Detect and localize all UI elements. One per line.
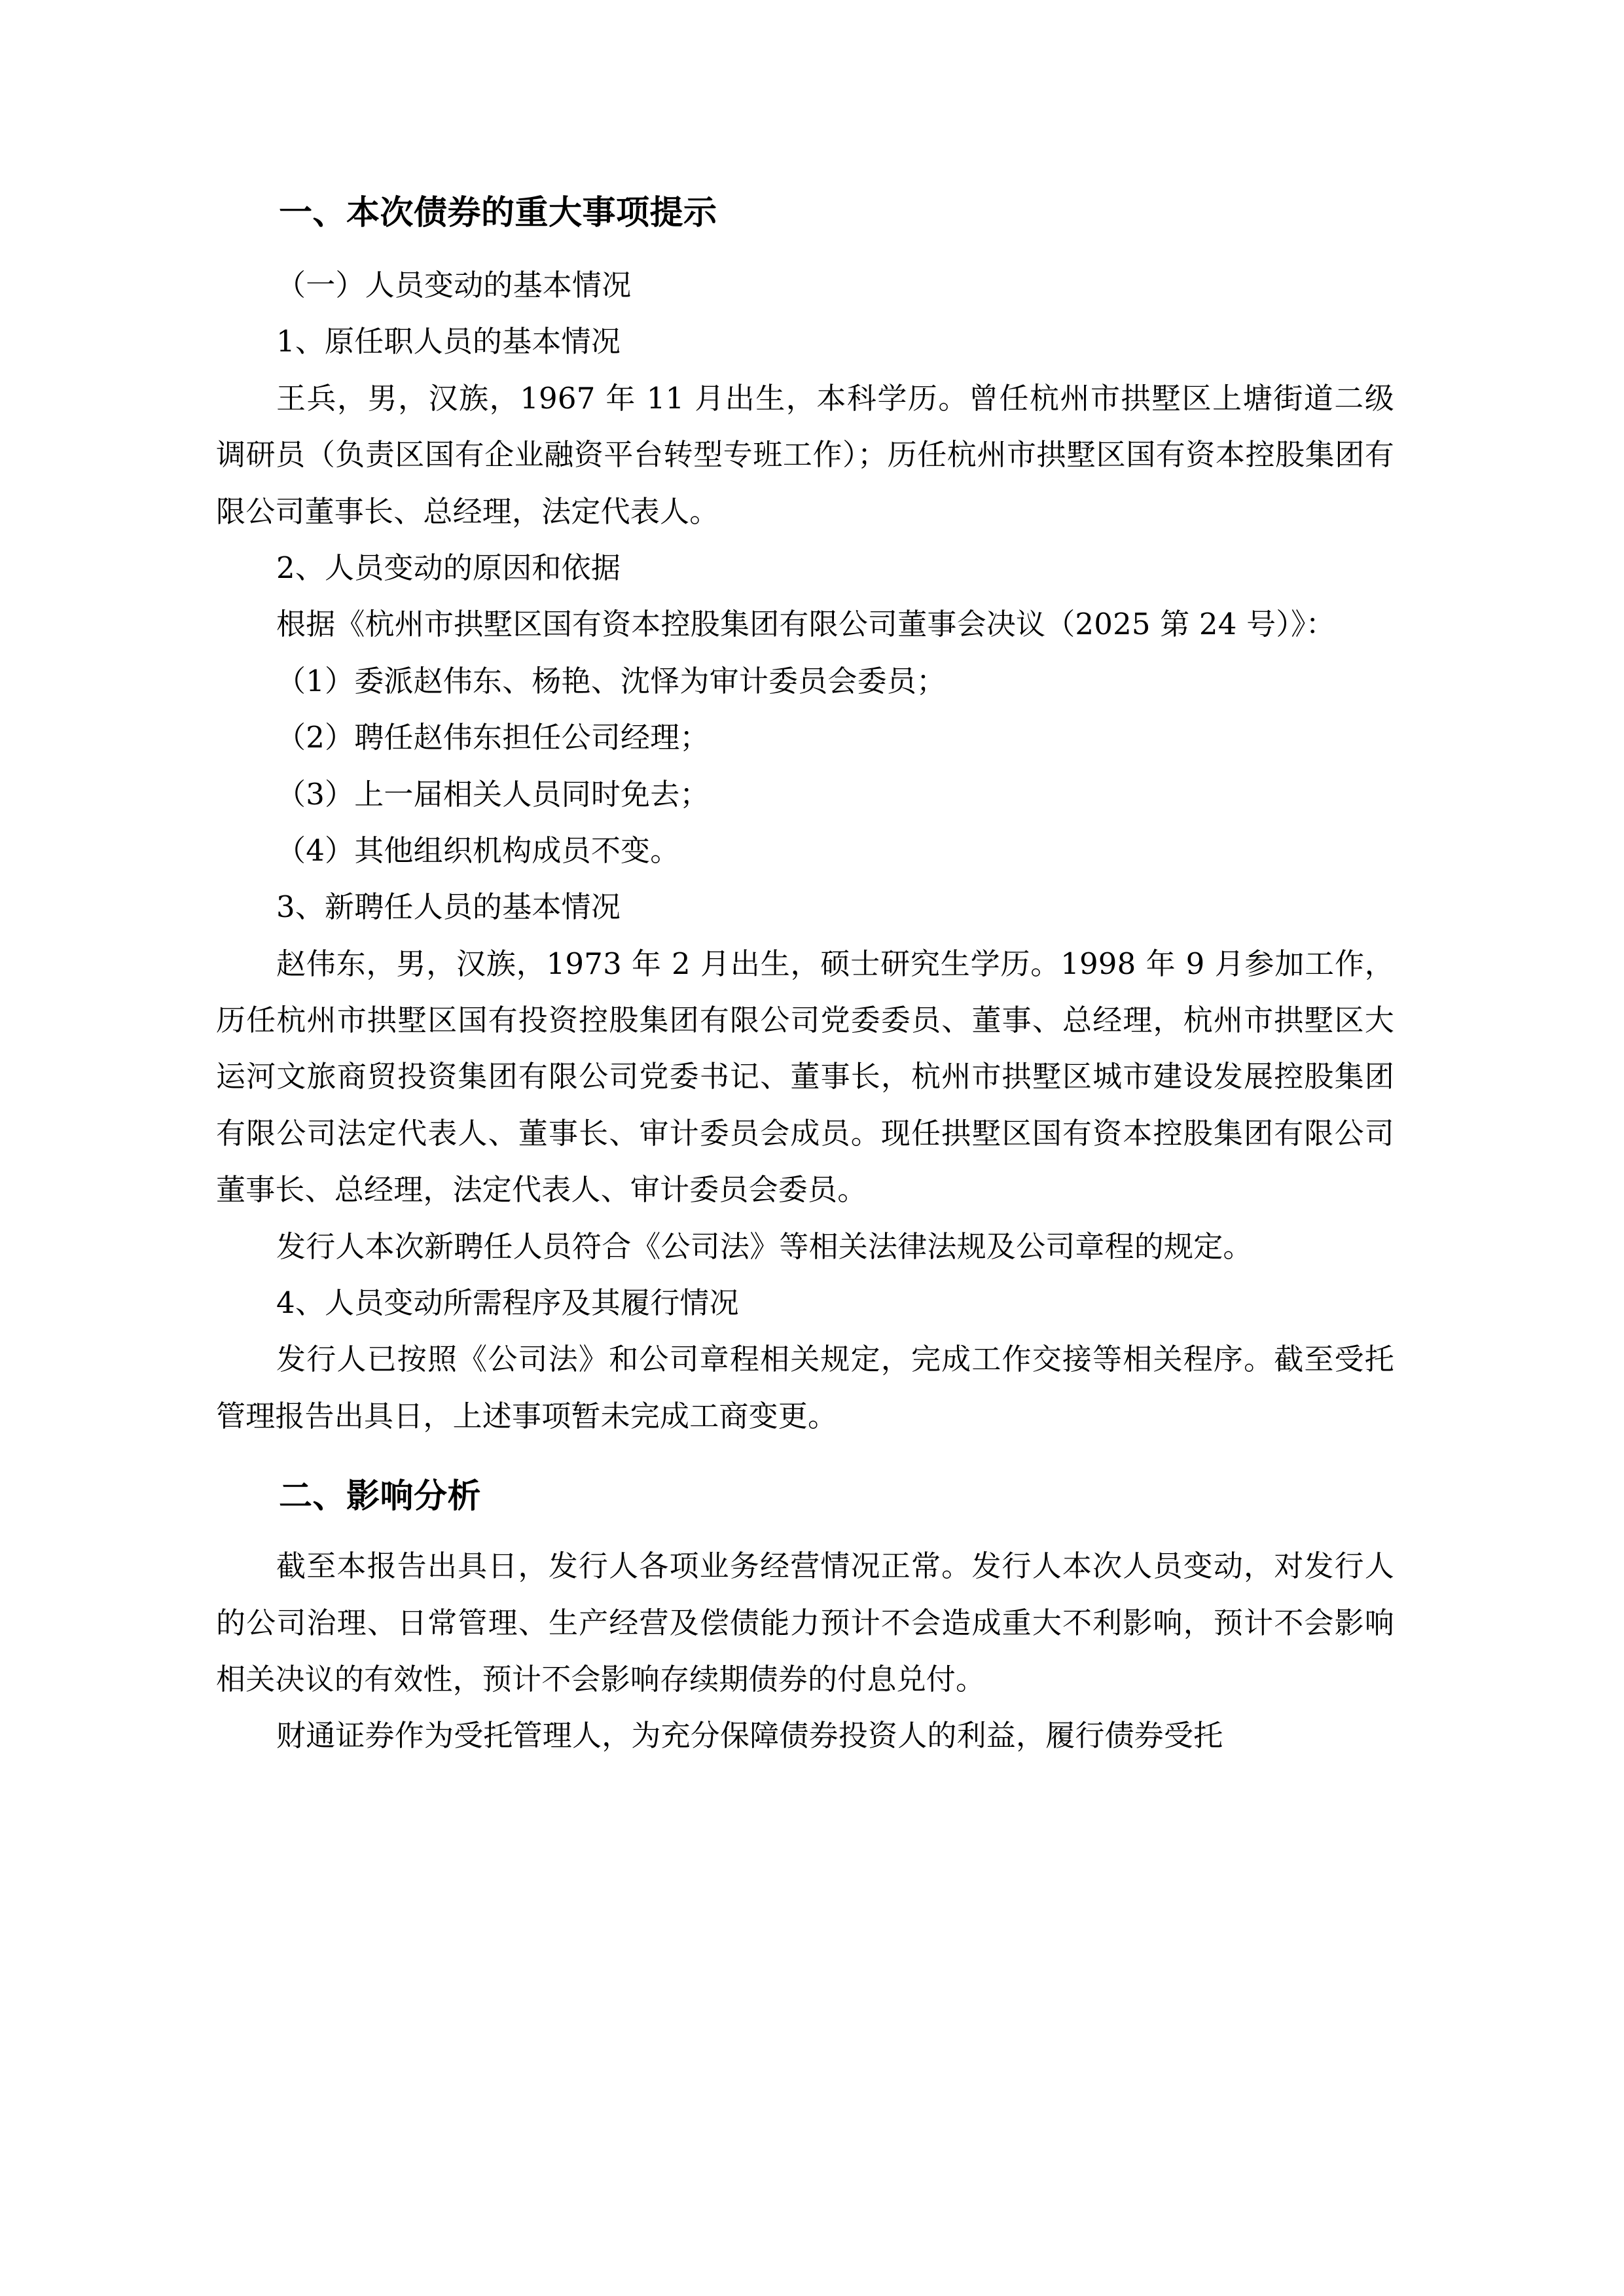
item-1-heading: 1、原任职人员的基本情况 xyxy=(276,324,621,359)
item-2-list-entry: （2）聘任赵伟东担任公司经理； xyxy=(276,720,710,755)
item-4-paragraph: 发行人已按照《公司法》和公司章程相关规定，完成工作交接等相关程序。截至受托管理报告出具日，上述事项暂未完成工商变更。 xyxy=(216,1342,1394,1433)
item-2-list-entry: （4）其他组织机构成员不变。 xyxy=(276,833,680,868)
document-body xyxy=(216,193,1394,1765)
item-2-list-entry: （1）委派赵伟东、杨艳、沈怿为审计委员会委员； xyxy=(276,663,947,698)
section-2-heading: 二、影响分析 xyxy=(279,1477,482,1516)
subsection-a-heading: （一）人员变动的基本情况 xyxy=(276,268,632,302)
item-3-paragraph-1: 赵伟东，男，汉族，1973 年 2 月出生，硕士研究生学历。1998 年 9 月参加工作，历任杭州市拱墅区国有投资控股集团有限公司党委委员、董事、总经理，杭州市拱墅区大运河文旅商贸投资集团有限公司党委书记、董事长，杭州市拱墅区城市建设发展控股集团有限公司法定代表人、董事长、审计委员会成员。现任拱墅区国有资本控股集团有限公司董事长、总经理，法定代表人、审计委员会委员。 xyxy=(216,946,1394,1208)
item-2-paragraph: 根据《杭州市拱墅区国有资本控股集团有限公司董事会决议（2025 第 24 号）》： xyxy=(276,607,1335,642)
section-2-paragraph-1: 截至本报告出具日，发行人各项业务经营情况正常。发行人本次人员变动，对发行人的公司治理、日常管理、生产经营及偿债能力预计不会造成重大不利影响，预计不会影响相关决议的有效性，预计不会影响存续期债券的付息兑付。 xyxy=(216,1549,1394,1696)
item-3-heading: 3、新聘任人员的基本情况 xyxy=(276,889,621,925)
section-1-heading: 一、本次债券的重大事项提示 xyxy=(279,193,717,232)
item-1-paragraph: 王兵，男，汉族，1967 年 11 月出生，本科学历。曾任杭州市拱墅区上塘街道二级调研员（负责区国有企业融资平台转型专班工作）；历任杭州市拱墅区国有资本控股集团有限公司董事长、总经理，法定代表人。 xyxy=(216,380,1394,529)
item-2-list-entry: （3）上一届相关人员同时免去； xyxy=(276,776,710,812)
section-2-paragraph-2: 财通证券作为受托管理人，为充分保障债券投资人的利益，履行债券受托 xyxy=(276,1718,1223,1753)
item-2-heading: 2、人员变动的原因和依据 xyxy=(276,550,621,585)
item-3-paragraph-2: 发行人本次新聘任人员符合《公司法》等相关法律法规及公司章程的规定。 xyxy=(276,1229,1253,1264)
item-4-heading: 4、人员变动所需程序及其履行情况 xyxy=(276,1285,739,1321)
